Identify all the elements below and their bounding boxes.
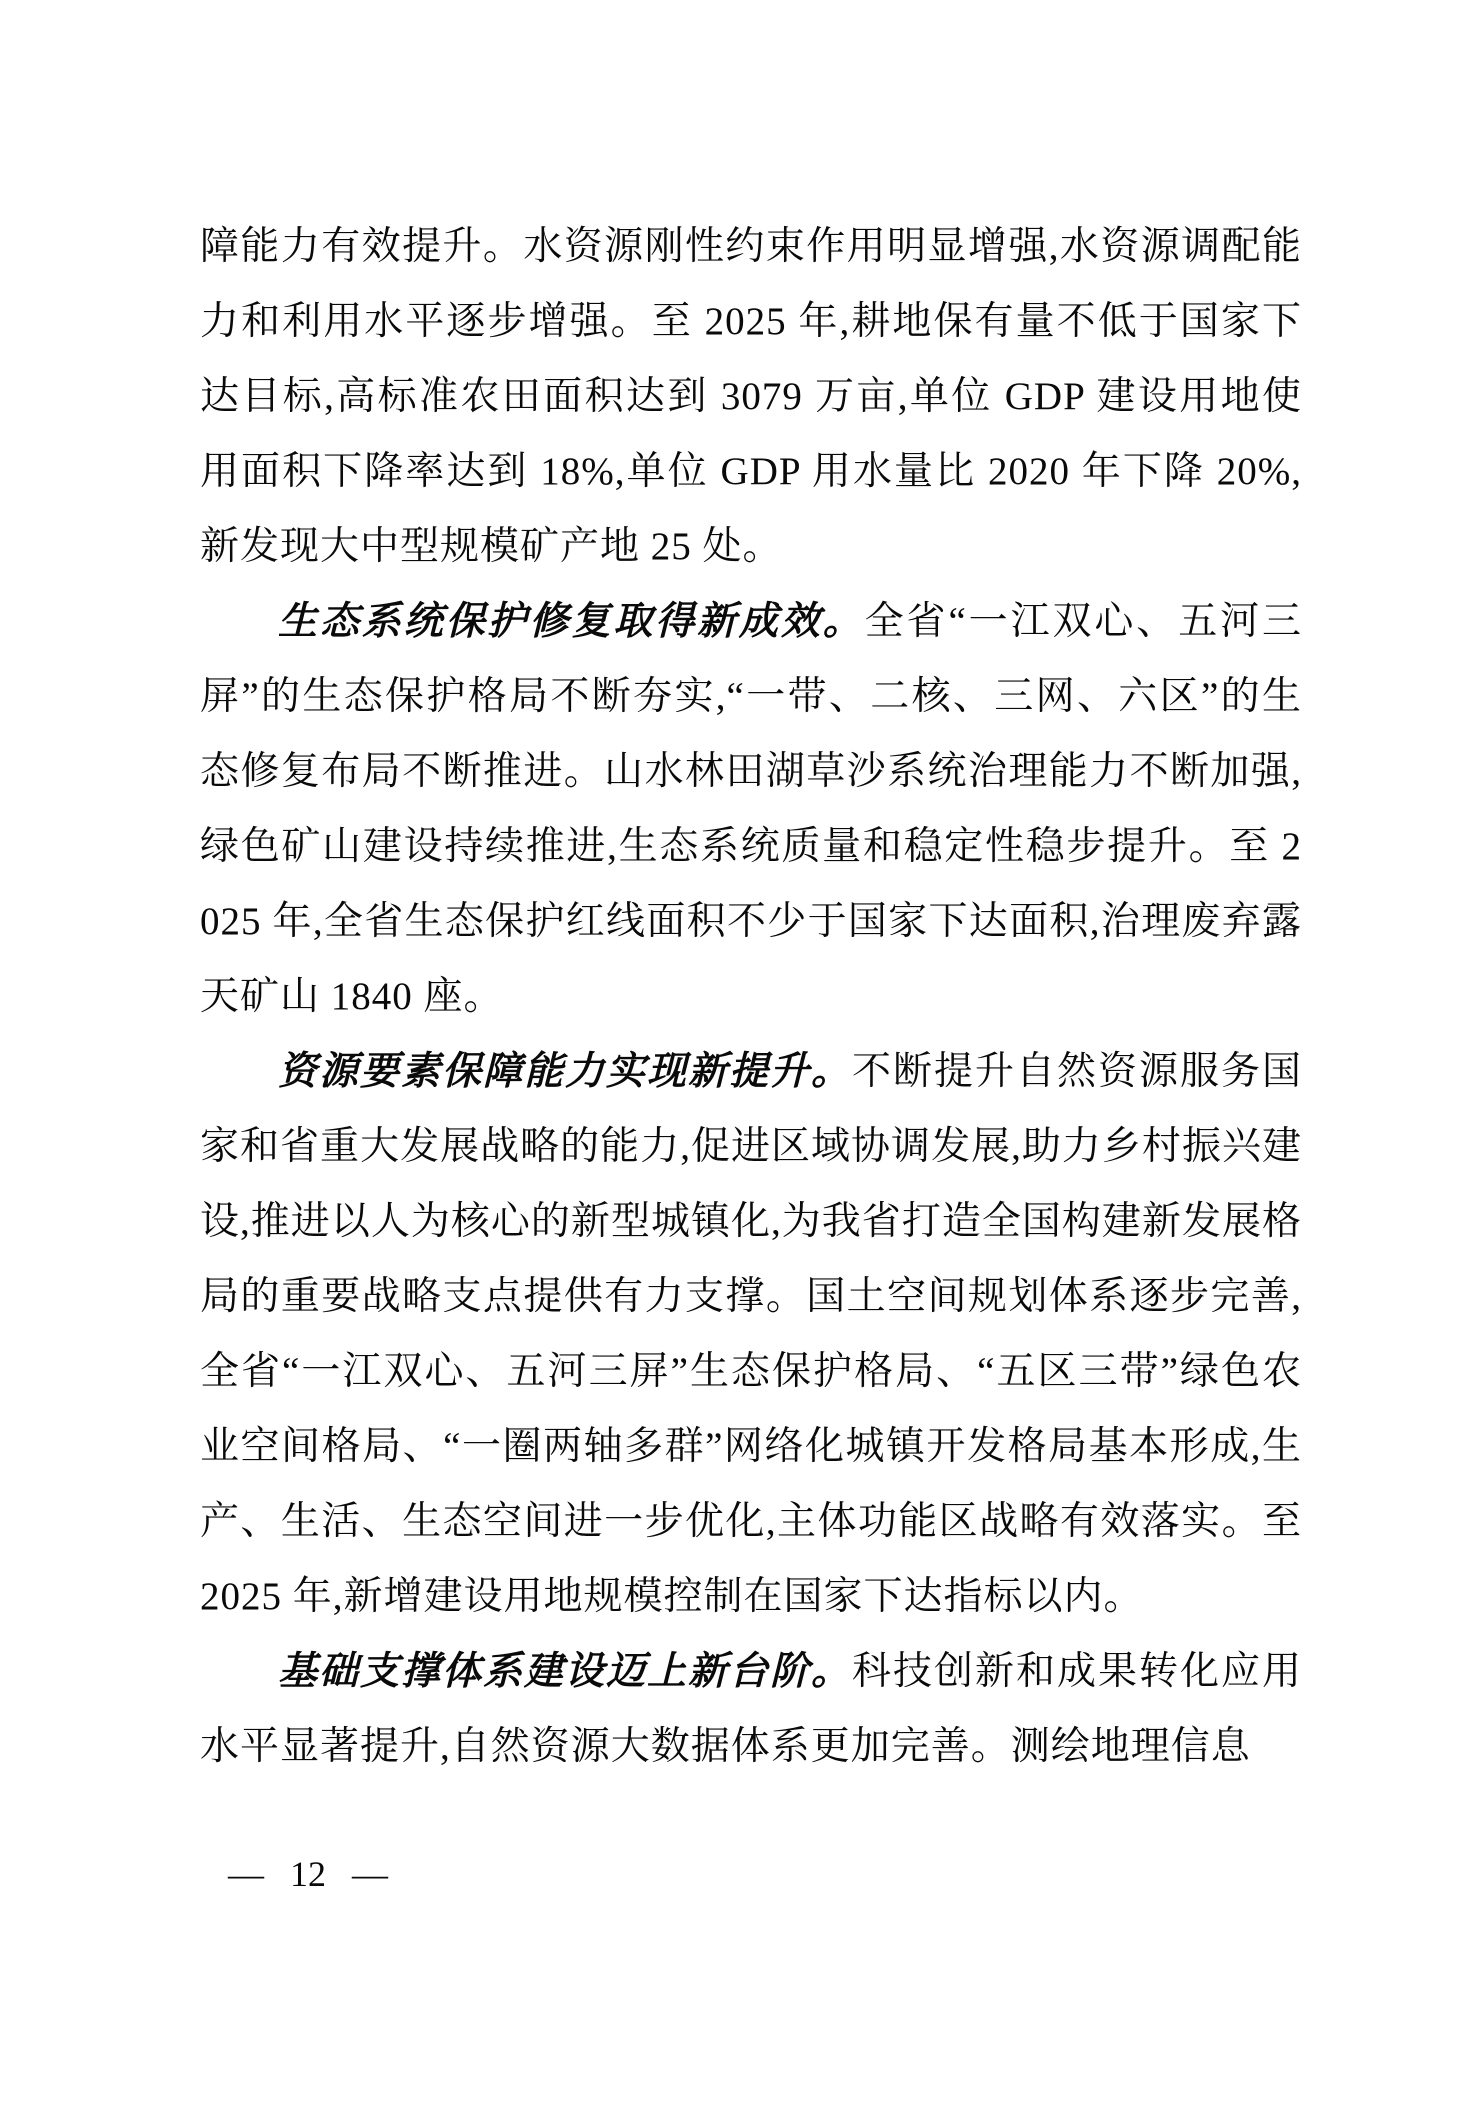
paragraph-lead: 基础支撑体系建设迈上新台阶。 [278, 1650, 852, 1693]
paragraph-text: 障能力有效提升。水资源刚性约束作用明显增强,水资源调配能力和利用水平逐步增强。至 2025 年,耕地保有量不低于国家下达目标,高标准农田面积达到 3079 万亩,单位 GDP 建设用地使用面积下降率达到 18%,单位 GDP 用水量比 2020 年下降 20%,新发现大中型规模矿产地 25 处。 [200, 225, 1302, 568]
paragraph [200, 209, 1302, 584]
footer-dash-right: — [352, 1854, 388, 1894]
paragraph-lead: 资源要素保障能力实现新提升。 [278, 1050, 852, 1093]
paragraph [200, 584, 1302, 1034]
document-body [200, 209, 1302, 1784]
paragraph [200, 1034, 1302, 1634]
paragraph-lead: 生态系统保护修复取得新成效。 [278, 600, 865, 643]
page-number: 12 [290, 1854, 326, 1894]
paragraph [200, 1634, 1302, 1784]
page-footer [228, 1852, 388, 1896]
paragraph-text: 科技创新和成果转化应用水平显著提升,自然资源大数据体系更加完善。测绘地理信息 [200, 1650, 1302, 1768]
paragraph-text: 全省“一江双心、五河三屏”的生态保护格局不断夯实,“一带、二核、三网、六区”的生态修复布局不断推进。山水林田湖草沙系统治理能力不断加强,绿色矿山建设持续推进,生态系统质量和稳定性稳步提升。至 2025 年,全省生态保护红线面积不少于国家下达面积,治理废弃露天矿山 1840 座。 [200, 600, 1302, 1018]
footer-dash-left: — [228, 1854, 264, 1894]
paragraph-text: 不断提升自然资源服务国家和省重大发展战略的能力,促进区域协调发展,助力乡村振兴建设,推进以人为核心的新型城镇化,为我省打造全国构建新发展格局的重要战略支点提供有力支撑。国土空间规划体系逐步完善,全省“一江双心、五河三屏”生态保护格局、“五区三带”绿色农业空间格局、“一圈两轴多群”网络化城镇开发格局基本形成,生产、生活、生态空间进一步优化,主体功能区战略有效落实。至 2025 年,新增建设用地规模控制在国家下达指标以内。 [200, 1050, 1302, 1618]
